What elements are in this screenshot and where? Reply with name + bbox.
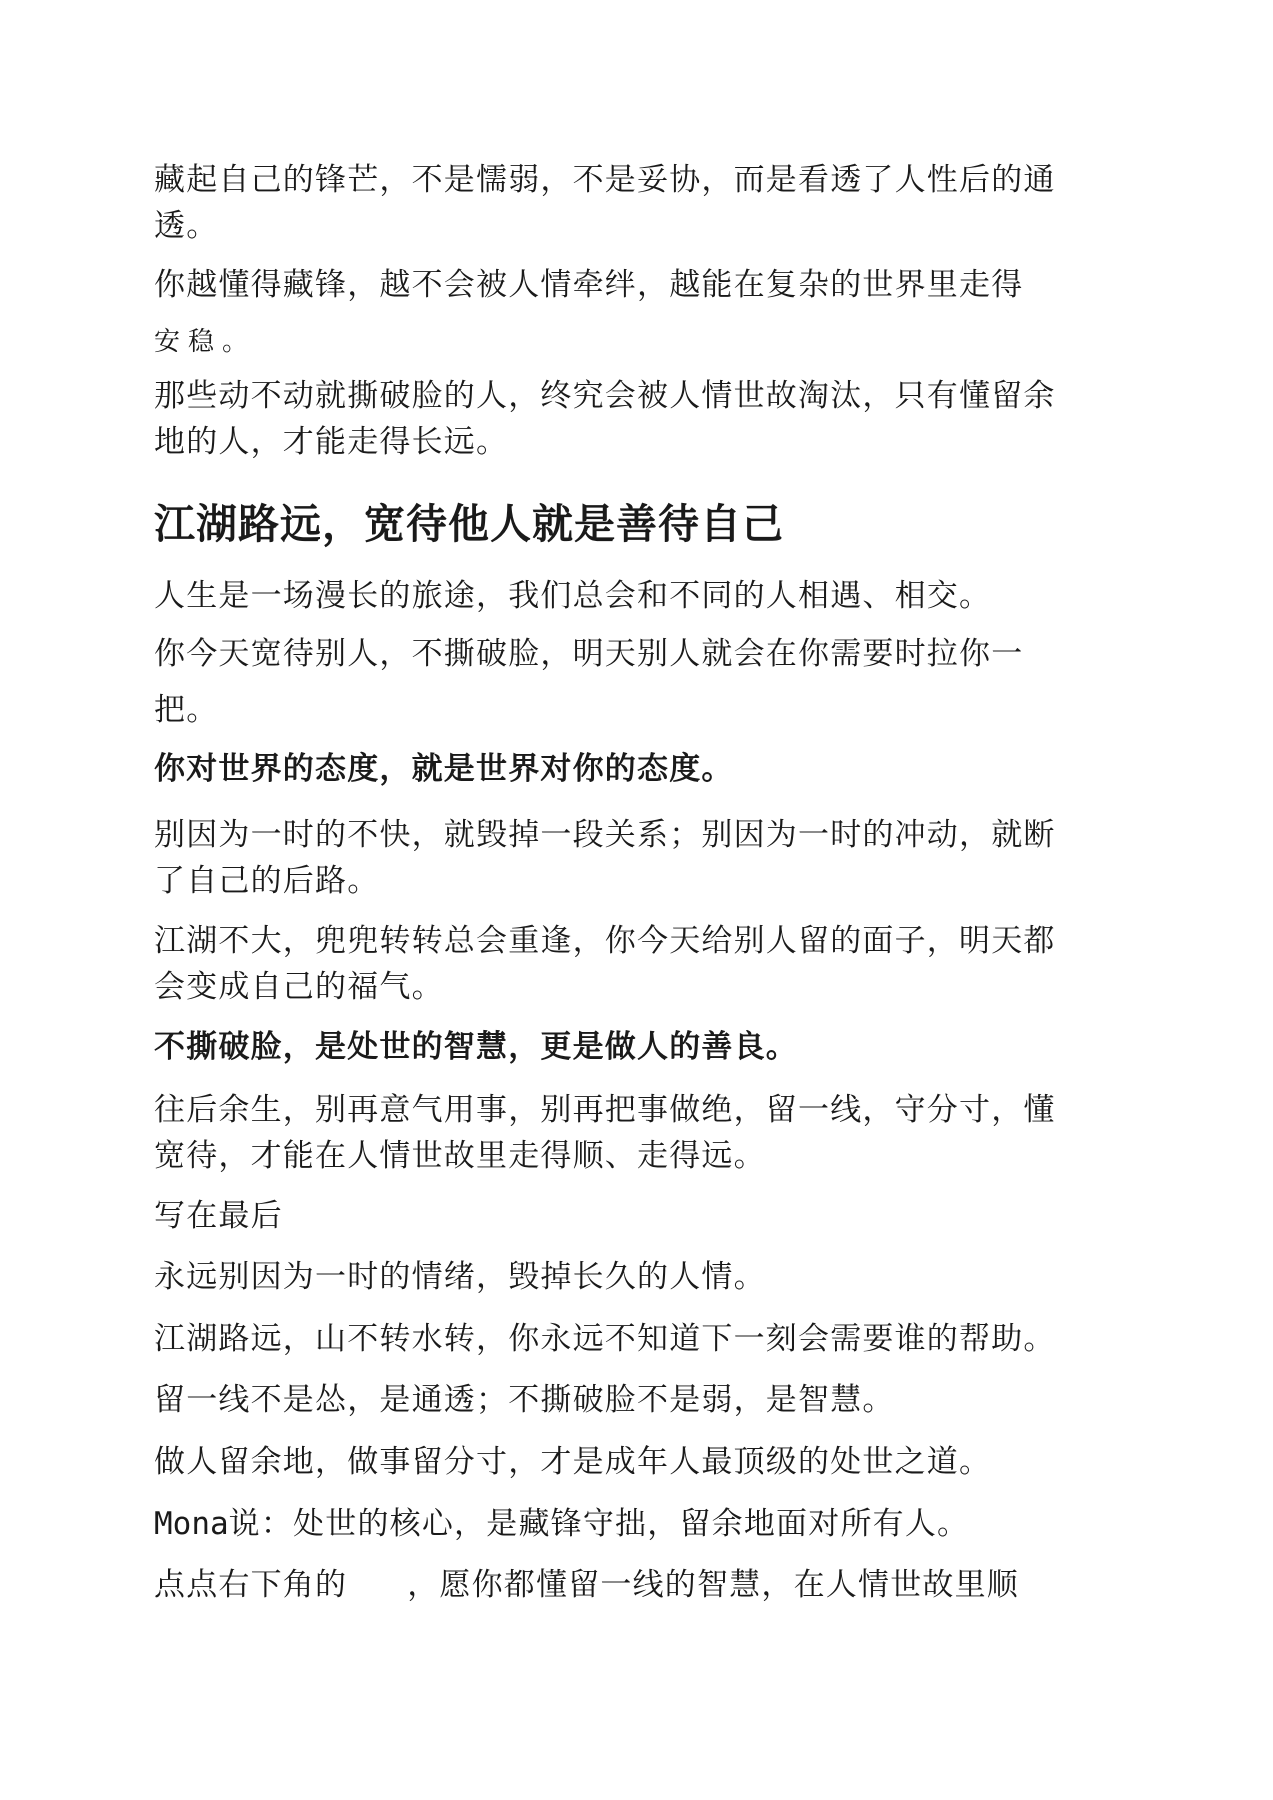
closing-line [154,1504,969,1544]
closing-line: 做人留余地，做事留分寸，才是成年人最顶级的处世之道。 [154,1444,992,1480]
bold-statement: 你对世界的态度，就是世界对你的态度。 [154,751,734,787]
paragraph-line: 安稳。 [154,327,257,357]
section-heading: 江湖路远，宽待他人就是善待自己 [154,500,784,548]
paragraph-line: 宽待，才能在人情世故里走得顺、走得远。 [154,1138,766,1174]
closing-line [154,1565,1019,1605]
author-name: Mona [154,1506,229,1542]
paragraph-line: 透。 [154,208,219,244]
closing-text-end: ，愿你都懂留一线的智慧，在人情世故里顺 [407,1567,1020,1603]
paragraph-line: 藏起自己的锋芒，不是懦弱，不是妥协，而是看透了人性后的通 [154,162,1056,198]
paragraph-line: 人生是一场漫长的旅途，我们总会和不同的人相遇、相交。 [154,578,992,614]
paragraph-line: 你越懂得藏锋，越不会被人情牵绊，越能在复杂的世界里走得 [154,267,1024,303]
paragraph-line: 那些动不动就撕破脸的人，终究会被人情世故淘汰，只有懂留余 [154,378,1056,414]
closing-line: 留一线不是怂，是通透；不撕破脸不是弱，是智慧。 [154,1382,895,1418]
paragraph-line: 别因为一时的不快，就毁掉一段关系；别因为一时的冲动，就断 [154,817,1056,853]
paragraph-line: 江湖不大，兜兜转转总会重逢，你今天给别人留的面子，明天都 [154,923,1056,959]
closing-line: 江湖路远，山不转水转，你永远不知道下一刻会需要谁的帮助。 [154,1321,1056,1357]
paragraph-line: 了自己的后路。 [154,863,380,899]
closing-text-start: 点点右下角的 [154,1567,348,1603]
paragraph-line: 你今天宽待别人，不撕破脸，明天别人就会在你需要时拉你一 [154,636,1024,672]
bold-statement: 不撕破脸，是处世的智慧，更是做人的善良。 [154,1029,798,1065]
paragraph-line: 会变成自己的福气。 [154,969,444,1005]
author-quote: 说：处世的核心，是藏锋守拙，留余地面对所有人。 [228,1506,970,1542]
closing-title: 写在最后 [154,1198,283,1234]
closing-line: 永远别因为一时的情绪，毁掉长久的人情。 [154,1259,766,1295]
paragraph-line: 把。 [154,692,219,728]
paragraph-line: 往后余生，别再意气用事，别再把事做绝，留一线，守分寸，懂 [154,1092,1056,1128]
paragraph-line: 地的人，才能走得长远。 [154,424,509,460]
